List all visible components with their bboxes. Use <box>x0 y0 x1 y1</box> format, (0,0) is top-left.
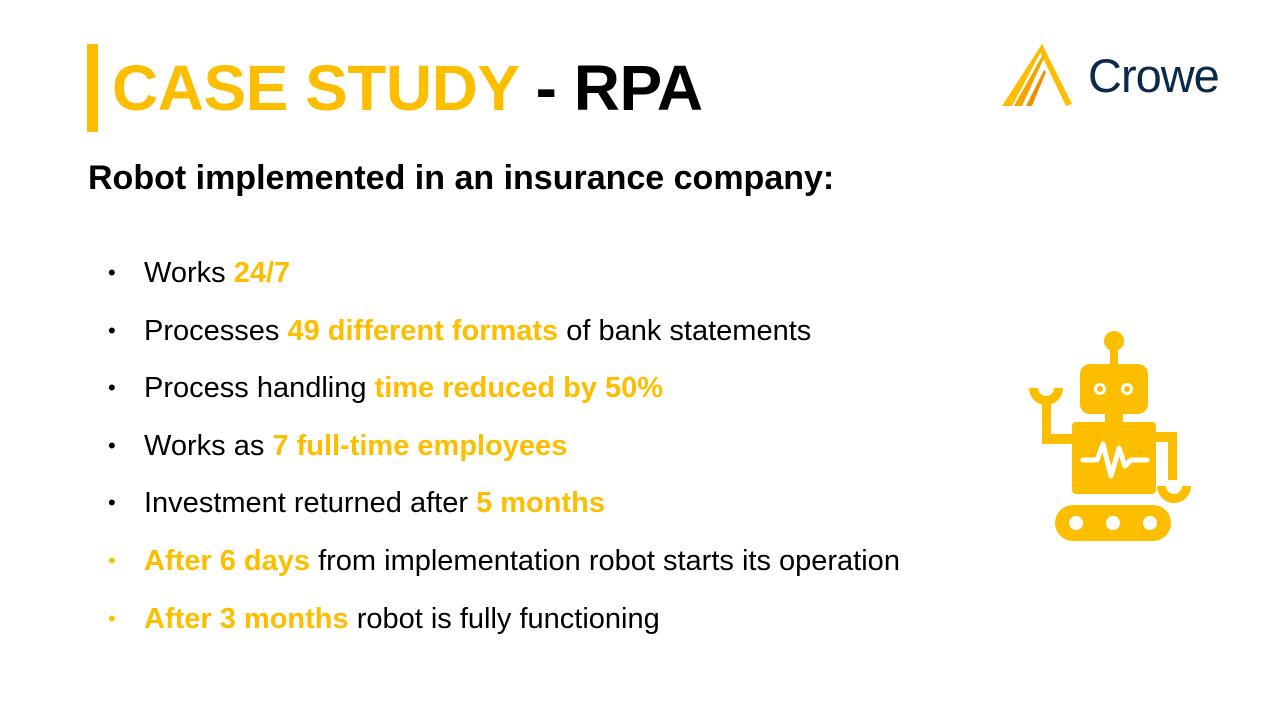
bullet-item: • Investment returned after 5 months <box>108 480 900 538</box>
bullet-highlight: After 6 days <box>144 544 311 577</box>
bullet-marker: • <box>108 490 116 516</box>
logo-text: Crowe <box>1088 49 1219 102</box>
title-accent-text: CASE STUDY <box>112 52 519 124</box>
bullet-item: • After 6 days from implementation robot starts its operation <box>108 538 900 596</box>
page-title <box>112 52 703 124</box>
bullet-item: • After 3 months robot is fully functioning <box>108 596 900 654</box>
bullet-highlight: time reduced by 50% <box>374 372 664 405</box>
bullet-marker: • <box>108 260 116 285</box>
bullet-marker: • <box>108 432 116 458</box>
bullet-marker: • <box>108 605 116 631</box>
bullet-marker: • <box>108 375 116 401</box>
bullet-highlight: 7 full-time employees <box>272 429 568 462</box>
robot-icon <box>1025 328 1195 546</box>
bullet-marker: • <box>108 547 116 573</box>
title-accent-bar <box>87 44 98 132</box>
title-rest-text: - RPA <box>518 52 703 124</box>
bullet-list <box>108 250 900 653</box>
bullet-highlight: 24/7 <box>233 257 291 289</box>
bullet-highlight: 49 different formats <box>287 314 559 347</box>
bullet-item: • Processes 49 different formats of bank statements <box>108 308 900 366</box>
bullet-item: • Process handling time reduced by 50% <box>108 365 900 423</box>
bullet-item: • Works as 7 full-time employees <box>108 423 900 481</box>
bullet-marker: • <box>108 317 116 343</box>
bullet-highlight: 5 months <box>476 487 605 520</box>
bullet-highlight: After 3 months <box>144 602 349 635</box>
subtitle: Robot implemented in an insurance company: <box>88 159 835 197</box>
bullet-item: • Works 24/7 <box>108 250 900 308</box>
crowe-logo-icon <box>1000 42 1090 112</box>
